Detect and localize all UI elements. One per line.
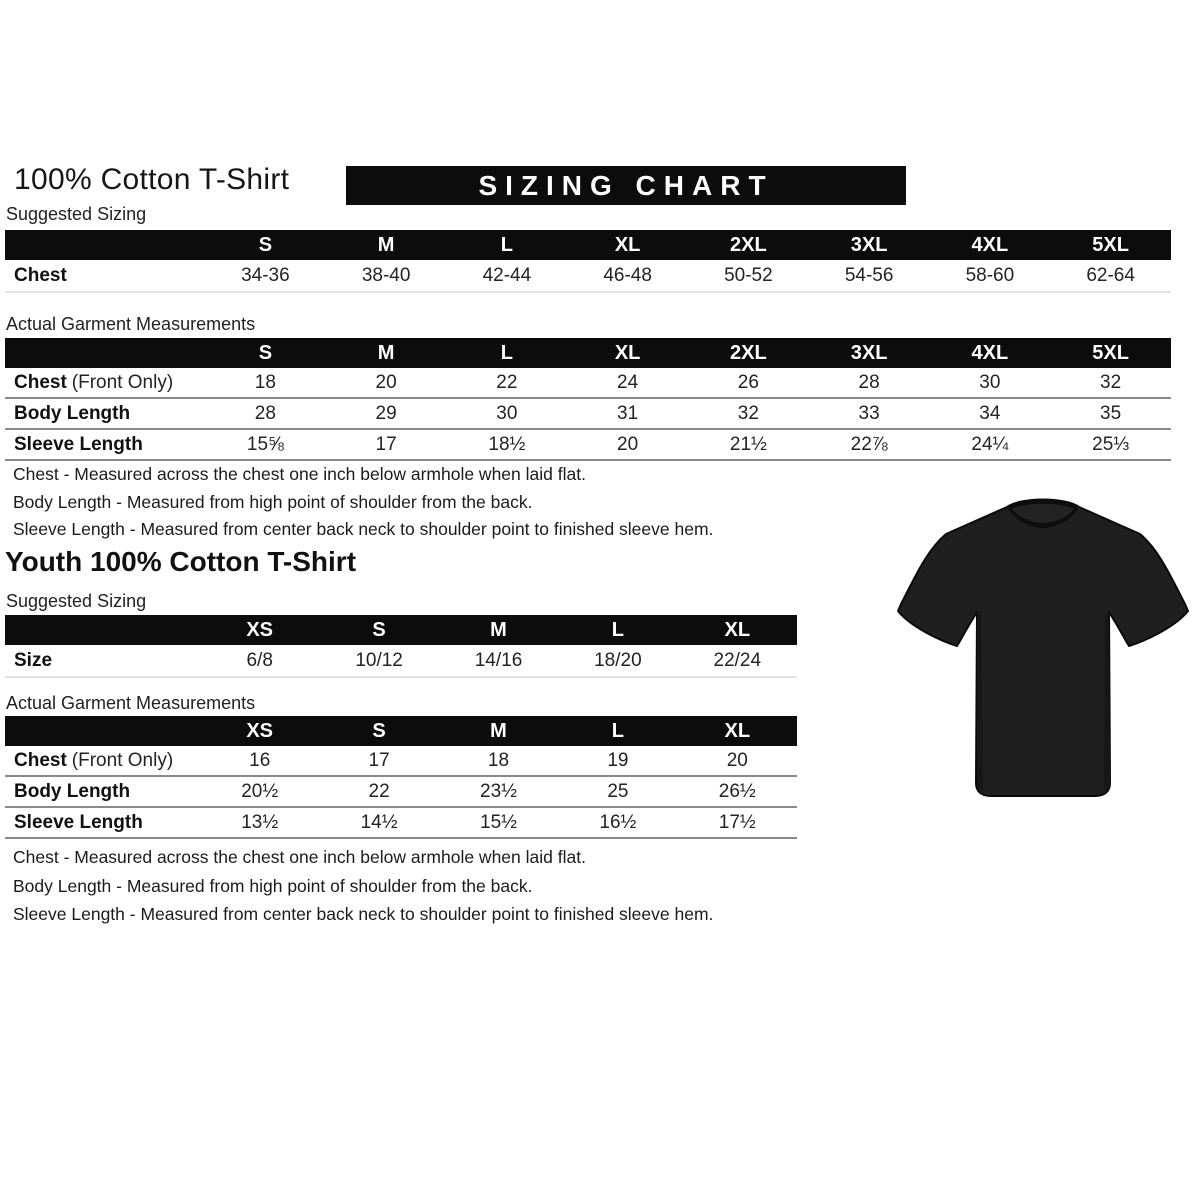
measurement-cell: 22: [368, 780, 390, 802]
measurement-cell: 32: [737, 402, 759, 424]
row-label: Sleeve Length: [14, 433, 143, 455]
measurement-cell: 14/16: [474, 649, 523, 671]
size-column-header: L: [500, 341, 513, 364]
measurement-cell: 54-56: [844, 264, 894, 286]
adult-suggested-sizing-heading: Suggested Sizing: [6, 204, 147, 224]
measurement-cell: 34: [979, 402, 1001, 424]
size-column-header: 3XL: [850, 233, 888, 256]
header-spacer-cell: [5, 716, 200, 746]
measurement-cell: 26½: [718, 780, 756, 802]
measurement-cell: 6/8: [246, 649, 273, 671]
measurement-cell: 29: [375, 402, 397, 424]
header-spacer-cell: [5, 615, 200, 645]
row-label: Chest: [14, 264, 67, 286]
measurement-cell: 58-60: [965, 264, 1015, 286]
table-row-chest: [5, 260, 1171, 293]
measurement-cell: 28: [254, 402, 276, 424]
size-column-header: XL: [724, 719, 751, 742]
measurement-cell: 20½: [241, 780, 279, 802]
table-row-size: [5, 645, 797, 678]
measurement-cell: 20: [375, 371, 397, 393]
size-column-header: XS: [246, 719, 274, 742]
size-column-header: XL: [614, 233, 641, 256]
size-column-header: 2XL: [730, 233, 767, 256]
measurement-cell: 33: [858, 402, 880, 424]
size-column-header: XL: [614, 341, 641, 364]
row-label: Chest (Front Only): [14, 749, 174, 771]
measurement-cell: 10/12: [355, 649, 403, 671]
size-column-header: 4XL: [971, 233, 1009, 256]
measurement-cell: 42-44: [482, 264, 532, 286]
measurement-cell: 17: [375, 433, 397, 455]
measurement-cell: 18/20: [594, 649, 642, 671]
measurement-cell: 18½: [488, 433, 526, 455]
measurement-cell: 16: [249, 749, 271, 771]
youth-measurement-notes: [13, 843, 713, 929]
size-column-header: S: [372, 719, 386, 742]
row-label: Chest (Front Only): [14, 371, 174, 393]
measurement-cell: 62-64: [1086, 264, 1135, 286]
measurement-cell: 24: [617, 371, 639, 393]
sizing-chart-banner: [346, 166, 906, 205]
size-column-header: XS: [246, 618, 274, 641]
measurement-cell: 20: [617, 433, 639, 455]
table-header-row: [5, 615, 797, 645]
table-row-chest: [5, 368, 1171, 399]
header-spacer-cell: [5, 338, 205, 368]
row-label: Sleeve Length: [14, 811, 143, 833]
measurement-cell: 31: [617, 402, 639, 424]
table-row-chest: [5, 746, 797, 777]
measurement-cell: 30: [496, 402, 518, 424]
note-sleeve-length: Sleeve Length - Measured from center back neck to shoulder point to finished sleeve hem.: [13, 519, 714, 539]
measurement-cell: 19: [607, 749, 629, 771]
page-title: 100% Cotton T-Shirt: [14, 163, 290, 196]
size-column-header: 5XL: [1092, 233, 1129, 256]
row-label: Body Length: [14, 780, 131, 802]
measurement-cell: 22/24: [713, 649, 762, 671]
table-row-body-length: [5, 399, 1171, 430]
measurement-cell: 22⅞: [850, 433, 888, 455]
adult-measurements-table: [5, 338, 1171, 461]
measurement-cell: 23½: [480, 780, 517, 802]
measurement-cell: 35: [1100, 402, 1122, 424]
size-column-header: M: [377, 233, 395, 256]
measurement-cell: 18: [487, 749, 510, 771]
note-body-length: Body Length - Measured from high point of shoulder from the back.: [13, 875, 533, 896]
measurement-cell: 38-40: [361, 264, 411, 286]
size-column-header: M: [490, 618, 507, 641]
size-column-header: L: [611, 719, 624, 742]
measurement-cell: 32: [1100, 371, 1122, 393]
table-row-sleeve-length: [5, 808, 797, 839]
size-column-header: 5XL: [1092, 341, 1129, 364]
measurement-cell: 24¼: [971, 433, 1009, 455]
row-label: Size: [14, 649, 53, 671]
note-chest: Chest - Measured across the chest one inch below armhole when laid flat.: [13, 464, 586, 484]
measurement-cell: 18: [254, 371, 276, 393]
measurement-cell: 30: [979, 371, 1001, 393]
measurement-cell: 26: [737, 371, 759, 393]
black-tshirt-image: [893, 487, 1193, 809]
note-body-length: Body Length - Measured from high point of shoulder from the back.: [13, 491, 533, 512]
sizing-chart-banner-label: SIZING CHART: [478, 169, 774, 201]
measurement-cell: 13½: [241, 811, 279, 833]
measurement-cell: 16½: [599, 811, 637, 833]
size-column-header: 3XL: [850, 341, 888, 364]
size-column-header: M: [377, 341, 395, 364]
youth-section-title: Youth 100% Cotton T-Shirt: [5, 546, 357, 577]
measurement-cell: 14½: [360, 811, 398, 833]
row-label: Body Length: [14, 402, 131, 424]
size-column-header: L: [611, 618, 624, 641]
measurement-cell: 20: [726, 749, 748, 771]
tshirt-graphic: [893, 487, 1193, 809]
measurement-cell: 50-52: [724, 264, 773, 286]
measurement-cell: 15⅝: [246, 433, 284, 455]
measurement-cell: 17: [368, 749, 390, 771]
table-row-sleeve-length: [5, 430, 1171, 461]
note-chest: Chest - Measured across the chest one inch below armhole when laid flat.: [13, 847, 586, 867]
size-column-header: XL: [724, 618, 751, 641]
youth-suggested-sizing-table: [5, 615, 797, 678]
size-column-header: 4XL: [971, 341, 1009, 364]
adult-measurement-notes: [13, 461, 713, 544]
size-column-header: 2XL: [730, 341, 767, 364]
size-column-header: S: [258, 341, 273, 364]
size-column-header: L: [500, 233, 513, 256]
measurement-cell: 34-36: [241, 264, 290, 286]
table-header-row: [5, 716, 797, 746]
youth-measurements-table: [5, 716, 797, 839]
measurement-cell: 46-48: [603, 264, 652, 286]
adult-suggested-sizing-table: [5, 230, 1171, 293]
size-column-header: M: [490, 719, 507, 742]
table-row-body-length: [5, 777, 797, 808]
measurement-cell: 17½: [718, 811, 756, 833]
measurement-cell: 15½: [480, 811, 517, 833]
size-column-header: S: [258, 233, 273, 256]
note-sleeve-length: Sleeve Length - Measured from center back neck to shoulder point to finished sleeve hem.: [13, 904, 714, 924]
youth-measurements-heading: Actual Garment Measurements: [6, 693, 256, 713]
size-column-header: S: [372, 618, 386, 641]
header-spacer-cell: [5, 230, 205, 260]
measurement-cell: 28: [858, 371, 880, 393]
measurement-cell: 25: [607, 780, 629, 802]
table-header-row: [5, 230, 1171, 260]
youth-suggested-sizing-heading: Suggested Sizing: [6, 591, 147, 611]
table-header-row: [5, 338, 1171, 368]
measurement-cell: 21½: [729, 433, 767, 455]
measurement-cell: 22: [496, 371, 518, 393]
adult-measurements-heading: Actual Garment Measurements: [6, 314, 256, 334]
measurement-cell: 25⅓: [1092, 433, 1130, 455]
